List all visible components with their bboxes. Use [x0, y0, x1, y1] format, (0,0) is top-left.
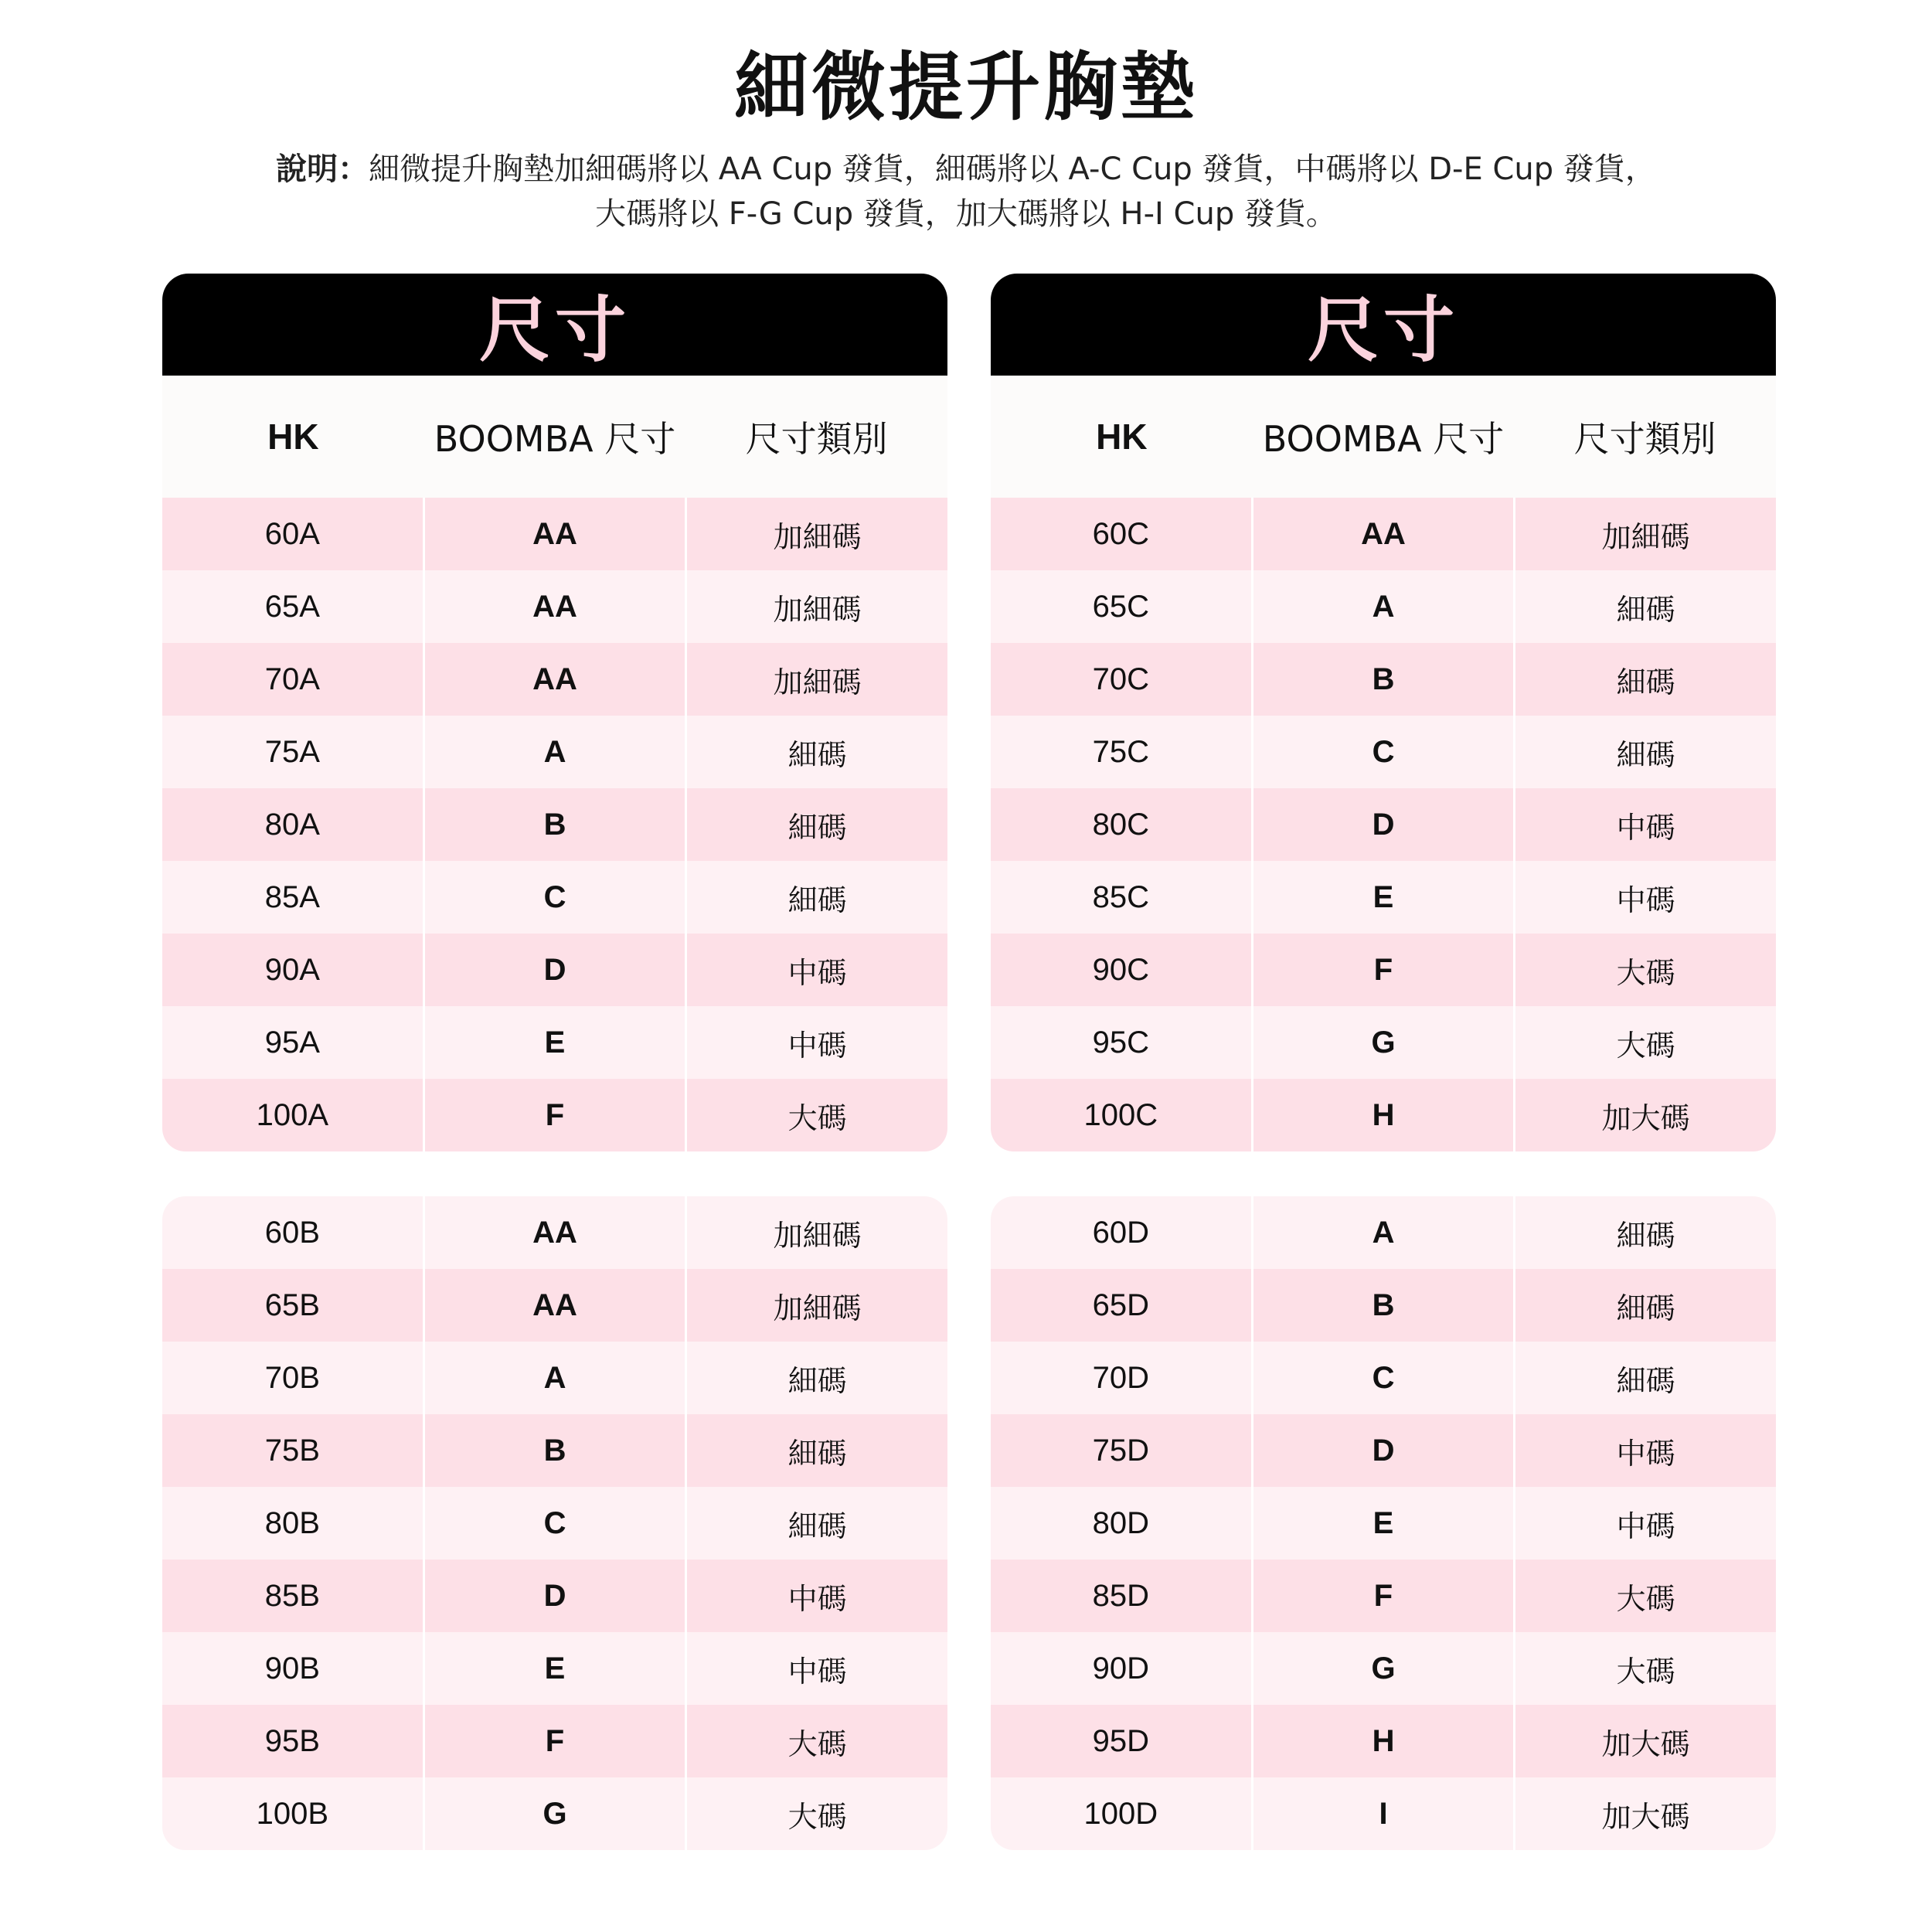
column-headers [162, 376, 947, 498]
hk-size-cell: 75B [162, 1414, 425, 1487]
table-row [162, 1196, 947, 1269]
size-category-cell: 細碼 [787, 1363, 847, 1398]
page-title: 細微提升胸墊 [734, 44, 1198, 131]
table-row [162, 1777, 947, 1850]
boomba-size-cell: F [1253, 934, 1516, 1006]
size-category-cell: 中碼 [1616, 883, 1675, 917]
boomba-size-cell: D [425, 1560, 688, 1632]
table-row [991, 643, 1776, 716]
table-row [162, 1342, 947, 1414]
column-header-boomba-size: BOOMBA 尺寸 [1262, 418, 1505, 460]
boomba-size-cell: B [425, 1414, 688, 1487]
table-row [991, 1269, 1776, 1342]
hk-size-cell: 65D [991, 1269, 1253, 1342]
table-row [991, 570, 1776, 643]
size-table-c [991, 274, 1776, 1151]
table-row [991, 1414, 1776, 1487]
boomba-size-cell: AA [425, 1196, 688, 1269]
boomba-size-cell: H [1253, 1705, 1516, 1777]
boomba-size-cell: G [425, 1777, 688, 1850]
boomba-size-cell: I [1253, 1777, 1516, 1850]
column-header-hk: HK [267, 417, 319, 457]
table-row [162, 1269, 947, 1342]
boomba-size-cell: A [1253, 1196, 1516, 1269]
hk-size-cell: 90D [991, 1632, 1253, 1705]
hk-size-cell: 100D [991, 1777, 1253, 1850]
size-table-d [991, 1196, 1776, 1850]
table-row [162, 1705, 947, 1777]
size-category-cell: 中碼 [787, 1581, 847, 1616]
size-category-cell: 中碼 [1616, 1436, 1675, 1471]
table-row [162, 1414, 947, 1487]
boomba-size-cell: A [1253, 570, 1516, 643]
boomba-size-cell: E [425, 1006, 688, 1079]
hk-size-cell: 95B [162, 1705, 425, 1777]
boomba-size-cell: AA [1253, 498, 1516, 570]
size-category-cell: 大碼 [1616, 955, 1675, 990]
size-category-cell: 細碼 [787, 1509, 847, 1543]
size-category-cell: 細碼 [1616, 1218, 1675, 1253]
size-category-cell: 加細碼 [773, 519, 862, 554]
hk-size-cell: 90C [991, 934, 1253, 1006]
table-row [162, 643, 947, 716]
hk-size-cell: 60C [991, 498, 1253, 570]
boomba-size-cell: C [425, 861, 688, 934]
note-line-1: 細微提升胸墊加細碼將以 AA Cup 發貨，細碼將以 A-C Cup 發貨，中碼將以 D-E Cup 發貨， [369, 151, 1656, 187]
size-table-a [162, 274, 947, 1151]
size-category-cell: 中碼 [787, 955, 847, 990]
column-headers [991, 376, 1776, 498]
table-row [162, 1632, 947, 1705]
size-category-cell: 細碼 [1616, 592, 1675, 627]
boomba-size-cell: D [425, 934, 688, 1006]
table-body [162, 1196, 947, 1850]
size-category-cell: 細碼 [787, 1436, 847, 1471]
size-category-cell: 中碼 [787, 1654, 847, 1689]
size-category-cell: 大碼 [787, 1799, 847, 1834]
hk-size-cell: 80D [991, 1487, 1253, 1560]
table-row [991, 498, 1776, 570]
hk-size-cell: 80A [162, 788, 425, 861]
table-row [991, 1006, 1776, 1079]
boomba-size-cell: G [1253, 1632, 1516, 1705]
hk-size-cell: 75C [991, 716, 1253, 788]
size-category-cell: 大碼 [1616, 1028, 1675, 1063]
hk-size-cell: 75A [162, 716, 425, 788]
table-row [991, 1487, 1776, 1560]
hk-size-cell: 60D [991, 1196, 1253, 1269]
table-row [991, 1632, 1776, 1705]
hk-size-cell: 80B [162, 1487, 425, 1560]
table-row [991, 861, 1776, 934]
hk-size-cell: 65B [162, 1269, 425, 1342]
table-row [162, 570, 947, 643]
hk-size-cell: 100A [162, 1079, 425, 1151]
table-row [162, 1006, 947, 1079]
boomba-size-cell: AA [425, 643, 688, 716]
size-category-cell: 細碼 [1616, 665, 1675, 699]
table-body [162, 498, 947, 1151]
size-category-cell: 加大碼 [1601, 1799, 1690, 1834]
boomba-size-cell: A [425, 716, 688, 788]
boomba-size-cell: D [1253, 788, 1516, 861]
table-row [162, 934, 947, 1006]
size-category-cell: 中碼 [1616, 810, 1675, 845]
boomba-size-cell: F [425, 1705, 688, 1777]
boomba-size-cell: E [1253, 1487, 1516, 1560]
hk-size-cell: 85A [162, 861, 425, 934]
table-row [991, 1777, 1776, 1850]
hk-size-cell: 60B [162, 1196, 425, 1269]
size-category-cell: 細碼 [1616, 737, 1675, 772]
hk-size-cell: 60A [162, 498, 425, 570]
boomba-size-cell: C [425, 1487, 688, 1560]
hk-size-cell: 80C [991, 788, 1253, 861]
table-row [162, 716, 947, 788]
boomba-size-cell: B [425, 788, 688, 861]
size-category-cell: 細碼 [787, 810, 847, 845]
hk-size-cell: 85D [991, 1560, 1253, 1632]
hk-size-cell: 95C [991, 1006, 1253, 1079]
boomba-size-cell: AA [425, 1269, 688, 1342]
hk-size-cell: 95A [162, 1006, 425, 1079]
size-category-cell: 大碼 [1616, 1581, 1675, 1616]
table-row [991, 934, 1776, 1006]
hk-size-cell: 75D [991, 1414, 1253, 1487]
table-row [991, 1196, 1776, 1269]
boomba-size-cell: F [1253, 1560, 1516, 1632]
hk-size-cell: 85C [991, 861, 1253, 934]
hk-size-cell: 70B [162, 1342, 425, 1414]
boomba-size-cell: B [1253, 1269, 1516, 1342]
hk-size-cell: 100B [162, 1777, 425, 1850]
table-row [991, 1342, 1776, 1414]
boomba-size-cell: C [1253, 1342, 1516, 1414]
table-header-bar: 尺寸 [991, 274, 1776, 376]
column-header-boomba-size: BOOMBA 尺寸 [434, 418, 676, 460]
hk-size-cell: 70C [991, 643, 1253, 716]
boomba-size-cell: C [1253, 716, 1516, 788]
hk-size-cell: 65A [162, 570, 425, 643]
column-header-size-category: 尺寸類別 [1573, 418, 1716, 460]
table-row [162, 1560, 947, 1632]
size-table-b [162, 1196, 947, 1850]
boomba-size-cell: D [1253, 1414, 1516, 1487]
note-label: 說明： [276, 151, 369, 187]
boomba-size-cell: A [425, 1342, 688, 1414]
size-category-cell: 加細碼 [773, 1218, 862, 1253]
size-category-cell: 中碼 [787, 1028, 847, 1063]
boomba-size-cell: AA [425, 570, 688, 643]
hk-size-cell: 100C [991, 1079, 1253, 1151]
size-category-cell: 加細碼 [773, 1291, 862, 1325]
description-note [193, 147, 1739, 236]
table-body [991, 1196, 1776, 1850]
table-row [162, 1079, 947, 1151]
table-row [991, 788, 1776, 861]
boomba-size-cell: E [1253, 861, 1516, 934]
boomba-size-cell: F [425, 1079, 688, 1151]
size-category-cell: 細碼 [787, 737, 847, 772]
size-category-cell: 加細碼 [773, 592, 862, 627]
boomba-size-cell: G [1253, 1006, 1516, 1079]
column-header-hk: HK [1096, 417, 1148, 457]
table-row [162, 1487, 947, 1560]
size-category-cell: 大碼 [787, 1100, 847, 1135]
hk-size-cell: 90B [162, 1632, 425, 1705]
table-row [991, 1705, 1776, 1777]
size-category-cell: 加細碼 [773, 665, 862, 699]
size-category-cell: 大碼 [1616, 1654, 1675, 1689]
table-body [991, 498, 1776, 1151]
boomba-size-cell: B [1253, 643, 1516, 716]
size-category-cell: 細碼 [787, 883, 847, 917]
column-header-size-category: 尺寸類別 [745, 418, 888, 460]
size-category-cell: 細碼 [1616, 1291, 1675, 1325]
table-row [162, 861, 947, 934]
boomba-size-cell: AA [425, 498, 688, 570]
hk-size-cell: 90A [162, 934, 425, 1006]
size-category-cell: 中碼 [1616, 1509, 1675, 1543]
hk-size-cell: 65C [991, 570, 1253, 643]
hk-size-cell: 70D [991, 1342, 1253, 1414]
table-row [162, 788, 947, 861]
size-category-cell: 細碼 [1616, 1363, 1675, 1398]
size-category-cell: 加細碼 [1601, 519, 1690, 554]
table-row [991, 1079, 1776, 1151]
size-category-cell: 加大碼 [1601, 1100, 1690, 1135]
size-category-cell: 加大碼 [1601, 1726, 1690, 1761]
hk-size-cell: 85B [162, 1560, 425, 1632]
hk-size-cell: 95D [991, 1705, 1253, 1777]
table-row [162, 498, 947, 570]
table-row [991, 1560, 1776, 1632]
note-line-2: 大碼將以 F-G Cup 發貨，加大碼將以 H-I Cup 發貨。 [595, 196, 1337, 232]
hk-size-cell: 70A [162, 643, 425, 716]
size-category-cell: 大碼 [787, 1726, 847, 1761]
table-row [991, 716, 1776, 788]
boomba-size-cell: H [1253, 1079, 1516, 1151]
table-header-bar: 尺寸 [162, 274, 947, 376]
boomba-size-cell: E [425, 1632, 688, 1705]
